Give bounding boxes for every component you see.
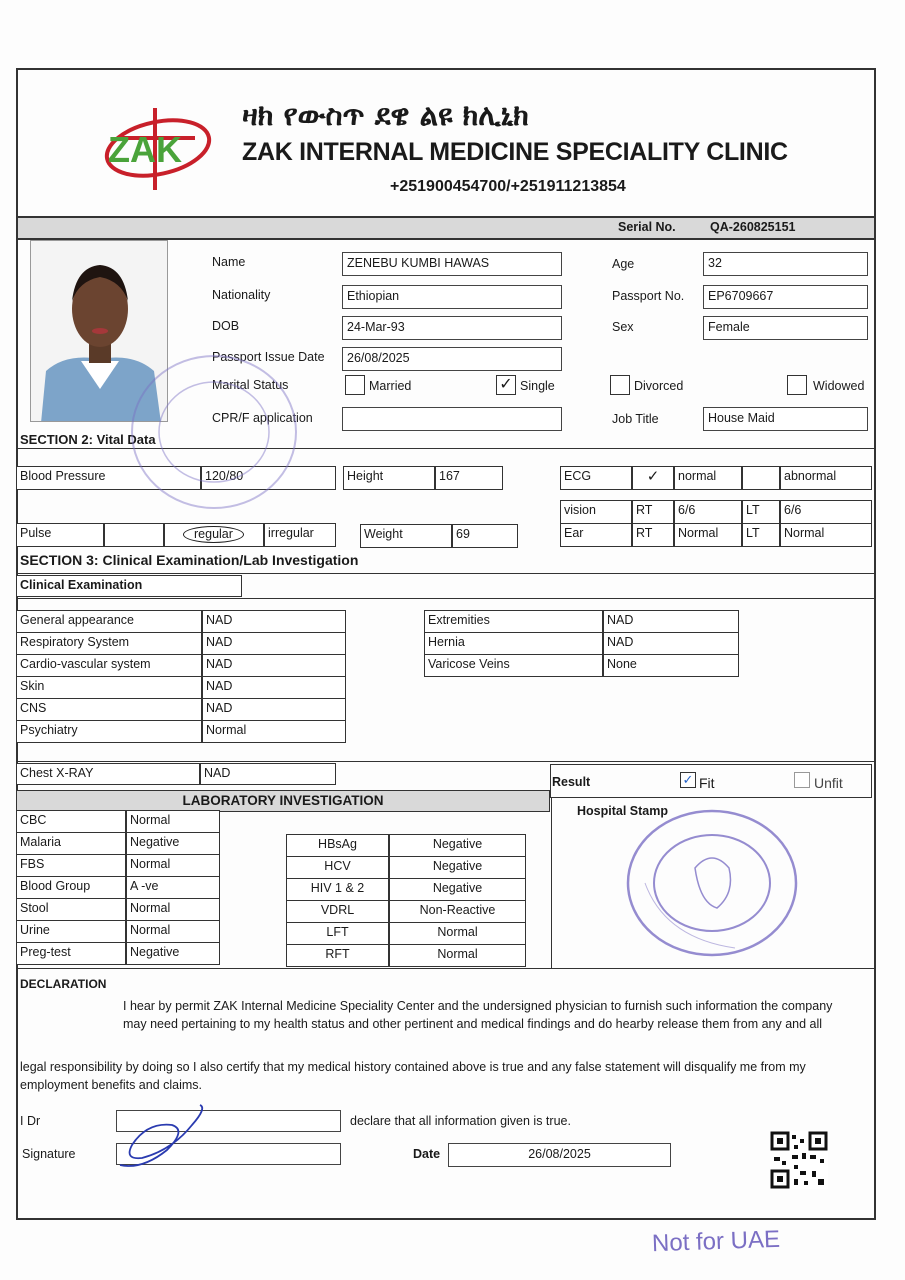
lab-left-row-label: Blood Group [16,876,126,899]
lab-right-row-label: HIV 1 & 2 [286,878,389,901]
job-field[interactable]: House Maid [703,407,868,431]
clinical-left-row-label: CNS [16,698,202,721]
declaration-paragraph-2: legal responsibility by doing so I also certify that my medical history contained above is true and any false statement will disqualify me from my employment benefits and claims. [20,1060,806,1092]
job-label: Job Title [612,412,659,426]
declaration-paragraph-1: I hear by permit ZAK Internal Medicine Speciality Center and the undersigned physician to furnish such information the company may need pertaining to my health status and other pertinent and medical findings and do hearby release them from any and all [123,999,833,1031]
divider [16,598,876,599]
height-value[interactable]: 167 [435,466,503,490]
result-label: Result [552,775,591,789]
clinical-right-row-value[interactable]: None [603,654,739,677]
signature-scribble [112,1100,222,1175]
clinical-left-row-value[interactable]: NAD [202,654,346,677]
ear-label: Ear [560,523,632,547]
clinical-left-row-value[interactable]: NAD [202,632,346,655]
serial-value: QA-260825151 [710,220,796,234]
ear-lt-value[interactable]: Normal [780,523,872,547]
widowed-checkbox[interactable] [787,375,807,395]
clinical-section-title: SECTION 3: Clinical Examination/Lab Investigation [20,552,359,568]
pulse-regular[interactable] [164,523,264,547]
married-label: Married [369,379,412,393]
clinical-left-row-label: Skin [16,676,202,699]
clinical-left-row-value[interactable]: NAD [202,676,346,699]
clinical-left-row-value[interactable]: Normal [202,720,346,743]
date-label: Date [413,1147,441,1161]
age-label: Age [612,257,635,271]
passport-label: Passport No. [612,289,685,303]
lab-left-row-label: Stool [16,898,126,921]
married-checkbox[interactable] [345,375,365,395]
lab-right-row-label: HBsAg [286,834,389,857]
bp-value[interactable]: 120/80 [201,466,336,490]
divider [551,798,552,968]
ear-lt-label: LT [742,523,780,547]
marital-label: Marital Status [212,378,289,392]
nationality-field[interactable]: Ethiopian [342,285,562,309]
lab-left-row-label: Preg-test [16,942,126,965]
clinical-left-row-value[interactable]: NAD [202,610,346,633]
lab-left-row-value[interactable]: Normal [126,810,220,833]
ecg-abnormal-box[interactable] [742,466,780,490]
lab-right-row-value[interactable]: Normal [389,922,526,945]
passport-issue-field[interactable]: 26/08/2025 [342,347,562,371]
lab-right-row-value[interactable]: Normal [389,944,526,967]
bp-label: Blood Pressure [16,466,201,490]
divorced-checkbox[interactable] [610,375,630,395]
xray-label: Chest X-RAY [16,763,200,785]
vital-section-title: SECTION 2: Vital Data [20,432,156,447]
clinical-right-row-value[interactable]: NAD [603,610,739,633]
dr-label: I Dr [20,1114,41,1128]
name-field[interactable]: ZENEBU KUMBI HAWAS [342,252,562,276]
single-label: Single [520,379,555,393]
sex-label: Sex [612,320,634,334]
divider [16,573,876,574]
ecg-abnormal: abnormal [780,466,872,490]
cpr-label: CPR/F application [212,411,313,425]
clinical-right-row-label: Extremities [424,610,603,633]
lab-left-row-value[interactable]: Normal [126,854,220,877]
single-checkbox[interactable]: ✓ [496,375,516,395]
amharic-title: ዛክ የውስጥ ደዌ ልዩ ክሊኒክ [242,98,529,132]
not-for-uae-stamp: Not for UAE [651,1225,781,1258]
vision-lt-label: LT [742,500,780,524]
clinic-logo [100,100,215,195]
vision-rt-label: RT [632,500,674,524]
faint-stamp [128,352,300,512]
sex-field[interactable]: Female [703,316,868,340]
fit-checkbox[interactable]: ✓ [680,772,696,788]
lab-left-row-value[interactable]: Negative [126,942,220,965]
ecg-label: ECG [560,466,632,490]
name-label: Name [212,255,246,269]
lab-left-row-value[interactable]: Normal [126,898,220,921]
lab-left-row-label: Urine [16,920,126,943]
pulse-irregular[interactable]: irregular [264,523,336,547]
lab-right-row-value[interactable]: Negative [389,856,526,879]
lab-right-row-value[interactable]: Negative [389,878,526,901]
clinical-right-row-value[interactable]: NAD [603,632,739,655]
lab-right-row-label: RFT [286,944,389,967]
widowed-label: Widowed [813,379,865,393]
declaration-title: DECLARATION [20,977,107,991]
clinical-subtitle: Clinical Examination [16,575,242,597]
date-field[interactable]: 26/08/2025 [448,1143,671,1167]
weight-value[interactable]: 69 [452,524,518,548]
lab-left-row-value[interactable]: Normal [126,920,220,943]
clinical-right-row-label: Varicose Veins [424,654,603,677]
weight-label: Weight [360,524,452,548]
lab-right-row-value[interactable]: Negative [389,834,526,857]
passport-field[interactable]: EP6709667 [703,285,868,309]
lab-left-row-label: Malaria [16,832,126,855]
serial-label: Serial No. [618,220,676,234]
lab-right-row-value[interactable]: Non-Reactive [389,900,526,923]
vision-rt-value[interactable]: 6/6 [674,500,742,524]
declare-text: declare that all information given is true. [350,1114,571,1128]
age-field[interactable]: 32 [703,252,868,276]
clinic-phones: +251900454700/+251911213854 [390,178,626,195]
passport-issue-label: Passport Issue Date [212,350,325,364]
dob-field[interactable]: 24-Mar-93 [342,316,562,340]
lab-right-row-label: LFT [286,922,389,945]
logo-text: ZAK [108,129,182,170]
clinical-left-row-value[interactable]: NAD [202,698,346,721]
fit-label: Fit [699,775,715,791]
unfit-label: Unfit [814,775,843,791]
lab-left-row-label: CBC [16,810,126,833]
dob-label: DOB [212,319,240,333]
pulse-label: Pulse [16,523,104,547]
xray-value[interactable]: NAD [200,763,336,785]
height-label: Height [343,466,435,490]
divider [16,968,876,969]
ear-rt-label: RT [632,523,674,547]
cpr-field[interactable] [342,407,562,431]
result-box [550,764,872,798]
vision-lt-value[interactable]: 6/6 [780,500,872,524]
lab-left-row-value[interactable]: Negative [126,832,220,855]
clinic-title: ZAK INTERNAL MEDICINE SPECIALITY CLINIC [242,138,788,166]
lab-right-row-label: HCV [286,856,389,879]
lab-left-row-label: FBS [16,854,126,877]
clinical-left-row-label: Respiratory System [16,632,202,655]
clinical-left-row-label: General appearance [16,610,202,633]
vision-label: vision [560,500,632,524]
pulse-regular-label: regular [183,526,244,543]
ear-rt-value[interactable]: Normal [674,523,742,547]
lab-left-row-value[interactable]: A -ve [126,876,220,899]
nationality-label: Nationality [212,288,271,302]
lab-title: LABORATORY INVESTIGATION [16,790,550,812]
divider [16,761,876,762]
clinical-left-row-label: Psychiatry [16,720,202,743]
ecg-normal: normal [674,466,742,490]
pulse-blank[interactable] [104,523,164,547]
hospital-stamp-label: Hospital Stamp [577,804,668,818]
signature-label: Signature [22,1147,76,1161]
hospital-stamp [625,808,800,958]
ecg-check[interactable]: ✓ [632,466,674,490]
qr-code [770,1131,828,1189]
clinical-left-row-label: Cardio-vascular system [16,654,202,677]
lab-right-row-label: VDRL [286,900,389,923]
divorced-label: Divorced [634,379,684,393]
clinical-right-row-label: Hernia [424,632,603,655]
